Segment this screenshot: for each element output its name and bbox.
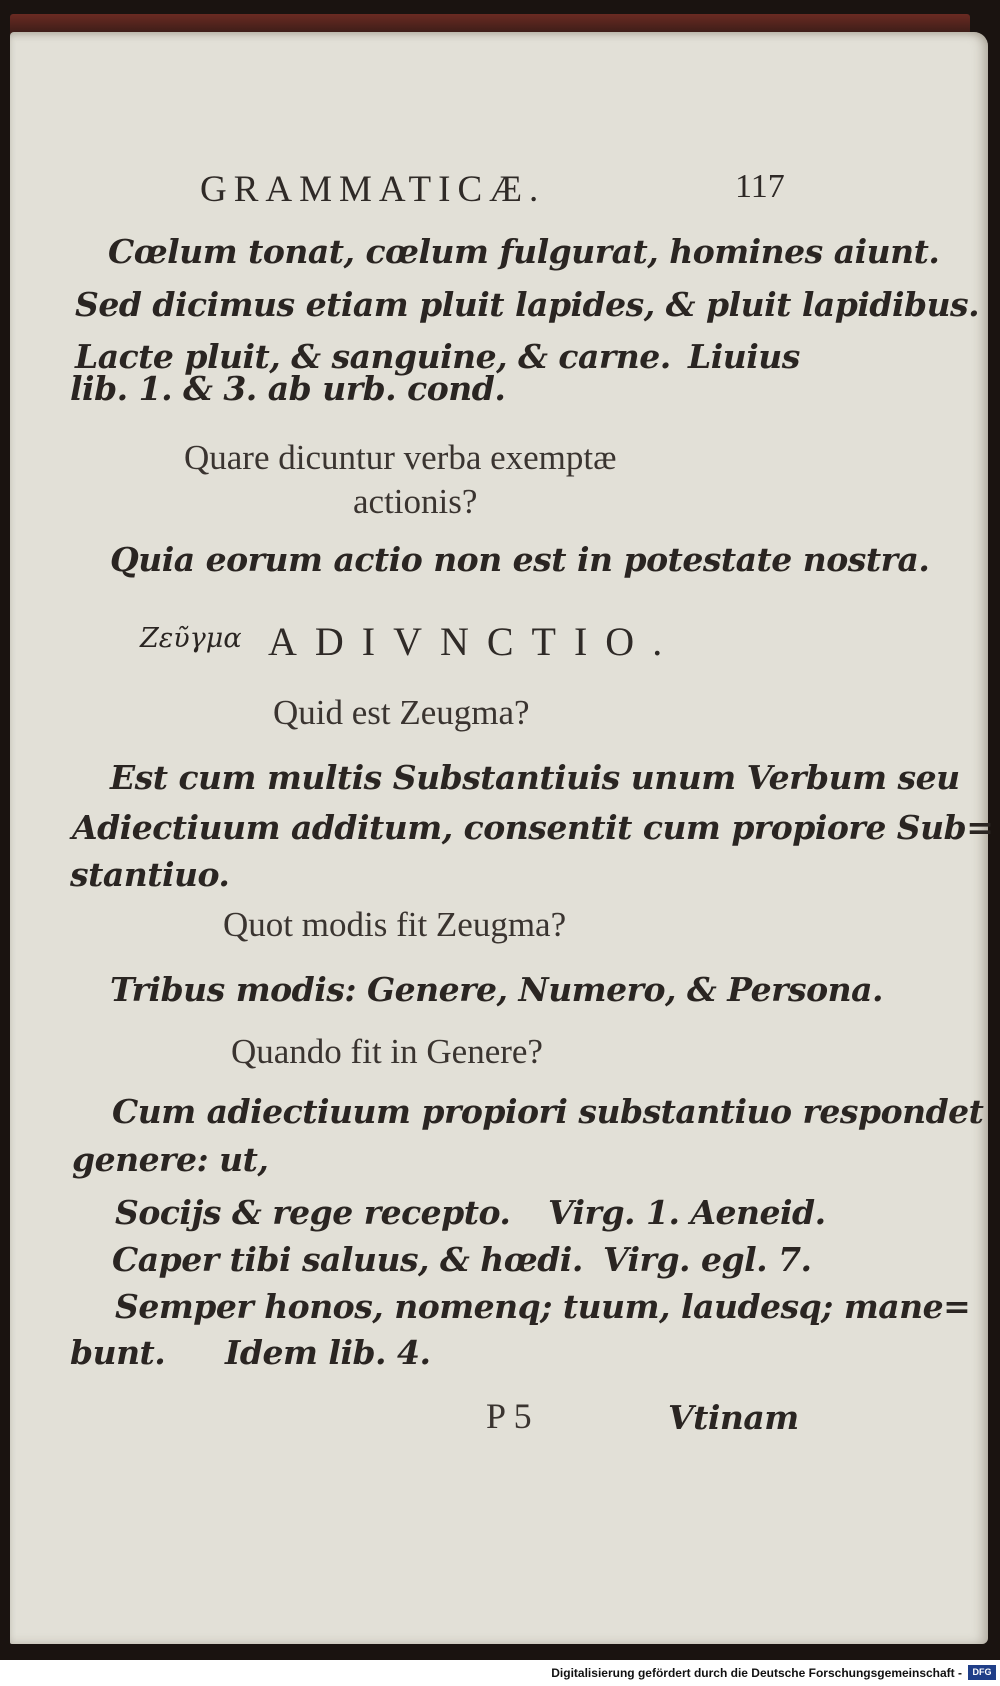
text-line: Cœlum tonat, cœlum fulgurat, homines aiunt. (108, 232, 940, 271)
book-top-edge (10, 14, 970, 34)
citation: lib. 1. & 3. ab urb. cond. (70, 369, 506, 408)
text-line: Sed dicimus etiam pluit lapides, & pluit lapidibus. (75, 285, 980, 324)
greek-term: Ζεῦγμα (140, 623, 242, 654)
page-number: 117 (735, 168, 785, 205)
digitization-footer (0, 1660, 1000, 1686)
answer-text: Tribus modis: Genere, Numero, & Persona. (110, 970, 884, 1009)
signature-mark: P 5 (486, 1396, 532, 1436)
citation: Virg. egl. 7. (603, 1240, 812, 1279)
footer-credit: Digitalisierung gefördert durch die Deutsche Forschungsgemeinschaft - (551, 1666, 962, 1680)
text-line: Lacte pluit, & sanguine, & carne. (75, 337, 671, 376)
catchword: Vtinam (668, 1398, 799, 1437)
answer-text: Adiectiuum additum, consentit cum propiore Sub= (72, 808, 994, 847)
question-heading: Quid est Zeugma? (273, 693, 530, 732)
citation: Liuius (688, 337, 800, 376)
answer-text: Cum adiectiuum propiori substantiuo respondet (112, 1092, 984, 1131)
example-line: Socijs & rege recepto. (115, 1193, 511, 1232)
citation: Virg. 1. Aeneid. (548, 1193, 826, 1232)
question-heading: actionis? (353, 482, 478, 521)
example-line: Caper tibi saluus, & hœdi. (112, 1240, 583, 1279)
citation: Idem lib. 4. (225, 1333, 431, 1372)
running-head: GRAMMATICÆ. (200, 169, 546, 210)
example-line: bunt. (70, 1333, 166, 1372)
example-line: Semper honos, nomenq; tuum, laudesq; mane= (115, 1287, 971, 1326)
answer-text: genere: ut, (72, 1140, 269, 1179)
question-heading: Quot modis fit Zeugma? (223, 905, 567, 944)
answer-text: Quia eorum actio non est in potestate nostra. (110, 540, 930, 579)
answer-text: stantiuo. (70, 855, 230, 894)
section-title: ADIVNCTIO. (268, 619, 681, 664)
question-heading: Quare dicuntur verba exemptæ (184, 438, 617, 477)
dfg-logo: DFG (968, 1665, 996, 1680)
question-heading: Quando fit in Genere? (231, 1032, 543, 1071)
answer-text: Est cum multis Substantiuis unum Verbum seu (110, 758, 960, 797)
